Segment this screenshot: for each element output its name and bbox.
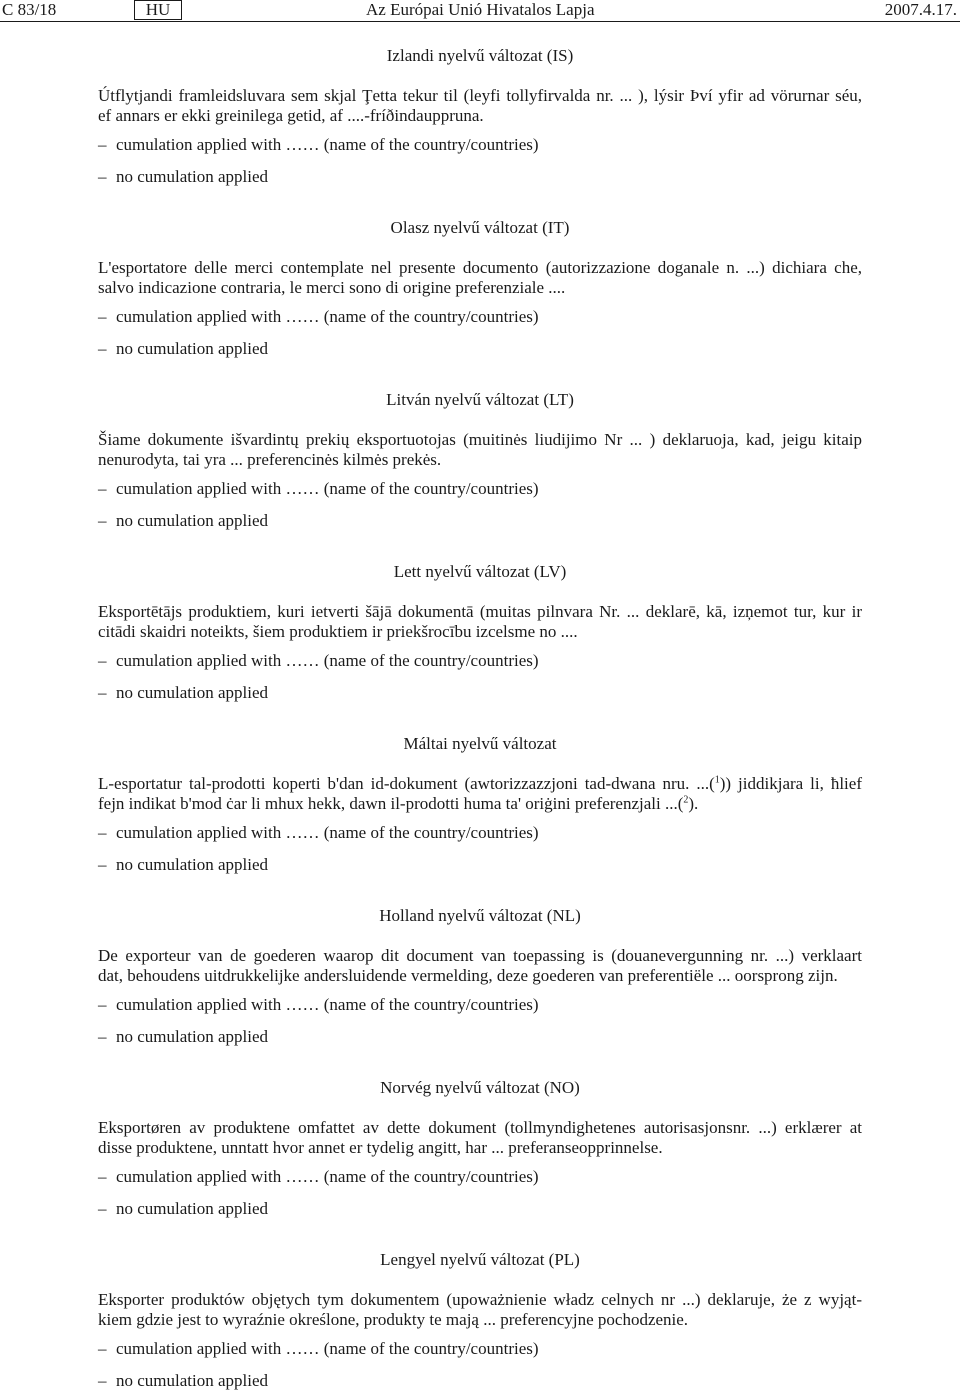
text-line: L-esportatur tal-prodotti koperti b'dan id-dokument (awtorizzazzjoni tad-dwana nru. ...($^1$)) jiddikjara li, ħlief [98, 774, 862, 793]
header-rule [0, 21, 960, 22]
section-lt [98, 390, 862, 530]
text-line: Šiame dokumente išvardintų prekių eksportuotojas (muitinės liudijimo Nr ... ) deklaruoja, kad, jeigu kitaip [98, 430, 862, 449]
section-text [98, 258, 862, 297]
section-title: Olasz nyelvű változat (IT) [390, 218, 570, 237]
section-text [98, 774, 862, 813]
section-text [98, 1290, 862, 1329]
text-line: Eksportētājs produktiem, kuri ietverti šājā dokumentā (muitas pilnvara Nr. ... deklarē, kā, izņemot tur, kur ir [98, 602, 862, 621]
text-line: Útflytjandi framleidsluvara sem skjal Ţetta tekur til (leyfi tollyfirvalda nr. ... ), lýsir Því yfir ad vörurnar séu, [98, 86, 862, 105]
cumulation-option: – cumulation applied with …… (name of the country/countries) [98, 995, 539, 1014]
cumulation-option: – cumulation applied with …… (name of the country/countries) [98, 135, 539, 154]
language-code-box: HU [134, 0, 182, 20]
section-title: Norvég nyelvű változat (NO) [380, 1078, 580, 1097]
section-text [98, 946, 862, 985]
text-line: nenurodyta, tai yra ... preferencinės kilmės prekės. [98, 449, 442, 469]
no-cumulation-option: – no cumulation applied [98, 1199, 269, 1218]
section-no [98, 1078, 862, 1218]
text-line: dat, behoudens uitdrukkelijke andersluidende vermelding, deze goederen van preferentiële ... oorsprong zijn. [98, 965, 838, 985]
section-text [98, 430, 862, 469]
section-title: Litván nyelvű változat (LT) [386, 390, 574, 409]
no-cumulation-option: – no cumulation applied [98, 683, 269, 702]
section-title: Lett nyelvű változat (LV) [393, 562, 567, 581]
cumulation-option: – cumulation applied with …… (name of the country/countries) [98, 479, 539, 498]
section-pl [98, 1250, 862, 1390]
no-cumulation-option: – no cumulation applied [98, 511, 269, 530]
cumulation-option: – cumulation applied with …… (name of the country/countries) [98, 823, 539, 842]
section-is [98, 46, 862, 186]
section-nl [98, 906, 862, 1046]
section-title: Máltai nyelvű változat [403, 734, 557, 753]
section-title: Lengyel nyelvű változat (PL) [380, 1250, 580, 1269]
text-line: ef annars er ekki greinilega getid, af ....-fríðindauppruna. [98, 105, 484, 125]
text-line: Eksporter produktów objętych tym dokumentem (upoważnienie władz celnych nr ...) deklaruje, że z wyjąt- [98, 1290, 862, 1309]
section-title: Izlandi nyelvű változat (IS) [386, 46, 574, 65]
section-text [98, 86, 862, 125]
text-line: Eksportøren av produktene omfattet av dette dokument (tollmyndighetenes autorisasjonsnr. ...) erklærer at [98, 1118, 862, 1137]
section-it [98, 218, 862, 358]
cumulation-option: – cumulation applied with …… (name of the country/countries) [98, 1167, 539, 1186]
no-cumulation-option: – no cumulation applied [98, 855, 269, 874]
text-line: salvo indicazione contraria, le merci sono di origine preferenziale .... [98, 277, 566, 297]
no-cumulation-option: – no cumulation applied [98, 339, 269, 358]
text-line: L'esportatore delle merci contemplate nel presente documento (autorizzazione doganale n. ...) dichiara che, [98, 258, 862, 277]
section-lv [98, 562, 862, 702]
cumulation-option: – cumulation applied with …… (name of the country/countries) [98, 1339, 539, 1358]
no-cumulation-option: – no cumulation applied [98, 167, 269, 186]
cumulation-option: – cumulation applied with …… (name of the country/countries) [98, 651, 539, 670]
no-cumulation-option: – no cumulation applied [98, 1027, 269, 1046]
footnote-ref[interactable]: 2 [683, 793, 689, 805]
journal-title: Az Európai Unió Hivatalos Lapja [366, 0, 595, 19]
footnote-ref[interactable]: 1 [714, 774, 720, 786]
cumulation-option: – cumulation applied with …… (name of the country/countries) [98, 307, 539, 326]
text-line: De exporteur van de goederen waarop dit document van toepassing is (douanevergunning nr. ...) verklaart [98, 946, 862, 965]
text-line: citādi skaidri noteikts, šiem produktiem ir priekšrocību izcelsme no .... [98, 621, 578, 641]
page-reference: C 83/18 [2, 0, 57, 19]
section-mt [98, 734, 862, 874]
text-line: fejn indikat b'mod ċar li mhux hekk, dawn il-prodotti huma ta' oriġini preferenzjali ...($^2$). [98, 793, 699, 813]
text-line: disse produktene, unntatt hvor annet er tydelig angitt, har ... preferanseopprinnelse. [98, 1137, 663, 1157]
section-text [98, 1118, 862, 1157]
page-header [0, 0, 960, 22]
no-cumulation-option: – no cumulation applied [98, 1371, 269, 1390]
text-line: kiem gdzie jest to wyraźnie określone, produkty te mają ... preferencyjne pochodzenie. [98, 1309, 689, 1329]
section-title: Holland nyelvű változat (NL) [379, 906, 581, 925]
publication-date: 2007.4.17. [884, 0, 957, 19]
section-text [98, 602, 862, 641]
